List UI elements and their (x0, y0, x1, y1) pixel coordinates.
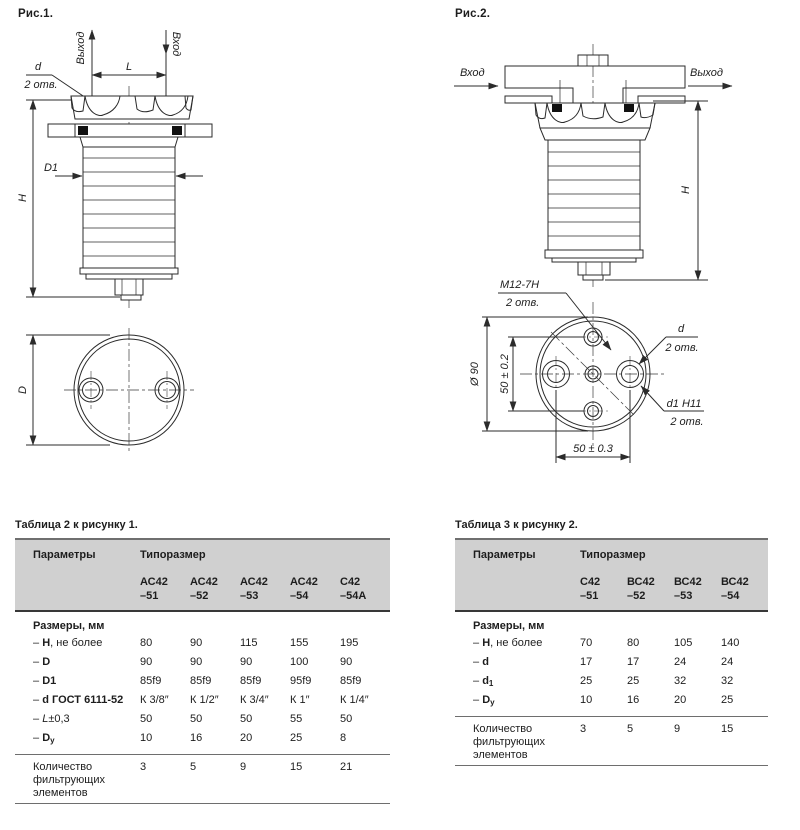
model-column: АС42 –53 (240, 576, 268, 602)
param-header: Параметры (473, 549, 536, 561)
table-2 (15, 519, 390, 804)
table-3-title: Таблица 3 к рисунку 2. (455, 519, 578, 531)
table-row: – $D_у$ 10 16 20 25 8 (33, 732, 347, 745)
table-row: – $D_у$ 10 16 20 25 (473, 694, 734, 707)
fig2-d-label: d (677, 323, 685, 335)
fig2-m12-label: M12-7H (500, 279, 540, 291)
fig2-inlet-label: Вход (460, 67, 485, 79)
model-column: АС42 –54 (290, 576, 318, 602)
table-2-body (15, 619, 390, 804)
table-row: – D 90 90 90 100 90 (33, 656, 353, 668)
fig2-H-label: H (680, 186, 692, 194)
quantity-label: Количество фильтрующих элементов (33, 761, 105, 799)
fig2-d1-label: d1 H11 (666, 398, 702, 410)
table-3-body (455, 619, 768, 766)
fig2-diameter-label: Ø 90 (469, 362, 481, 386)
model-column: АС42 –52 (190, 576, 218, 602)
model-column: С42 –54А (340, 576, 367, 602)
table-row: – d 17 17 24 24 (473, 656, 734, 668)
fig1-outlet-label: Выход (75, 31, 87, 65)
model-column: С42 –51 (580, 576, 601, 602)
quantity-row: Количество фильтрующих элементов 3 5 9 15 (455, 723, 768, 762)
figure-1-drawing (0, 0, 260, 505)
fig1-inlet-label: Вход (170, 31, 182, 57)
model-column: ВС42 –54 (721, 576, 749, 602)
fig1-bottom-view (26, 328, 194, 452)
section-header: Размеры, мм (33, 620, 105, 632)
table-row: – L±0,3 50 50 50 55 50 (33, 713, 353, 725)
table-row: – D1 85f9 85f9 85f9 95f9 85f9 (33, 675, 362, 687)
fig1-d-label: d (34, 61, 42, 73)
fig2-bottom-view (482, 293, 704, 463)
table-3 (455, 519, 768, 766)
table-2-header (15, 538, 390, 612)
fig2-side-view (454, 44, 732, 288)
table-row: – $d_1$ 25 25 32 32 (473, 675, 734, 688)
model-column: ВС42 –53 (674, 576, 702, 602)
table-row: – H, не более 70 80 105 140 (473, 637, 740, 649)
quantity-label: Количество фильтрующих элементов (473, 723, 545, 761)
param-header: Параметры (33, 549, 96, 561)
fig1-L-label: L (125, 61, 133, 73)
fig1-D-label: D (17, 386, 29, 394)
table-2-title: Таблица 2 к рисунку 1. (15, 519, 138, 531)
figure-2-drawing (440, 0, 770, 505)
fig2-horizontal-50-label: 50 ± 0.3 (573, 443, 613, 455)
fig1-d-qty-label: 2 отв. (24, 79, 58, 91)
fig1-D1-label: D1 (43, 162, 59, 174)
table-3-header (455, 538, 768, 612)
size-header: Типоразмер (140, 549, 206, 561)
table-divider (15, 754, 390, 755)
table-row: – H, не более 80 90 115 155 195 (33, 637, 359, 649)
section-header: Размеры, мм (473, 620, 545, 632)
model-column: АС42 –51 (140, 576, 168, 602)
fig2-m12-qty-label: 2 отв. (506, 297, 540, 309)
fig2-d1-qty-label: 2 отв. (670, 416, 704, 428)
size-header: Типоразмер (580, 549, 646, 561)
fig2-outlet-label: Выход (690, 67, 724, 79)
figure-1-title: Рис.1. (18, 8, 54, 20)
fig2-d-qty-label: 2 отв. (665, 342, 699, 354)
table-row: – d ГОСТ 6111-52 К 3/8″ К 1/2″ К 3/4″ К 1″ К 1/4″ (33, 694, 369, 706)
model-column: ВС42 –52 (627, 576, 655, 602)
fig1-H-label: H (17, 194, 29, 202)
quantity-row: Количество фильтрующих элементов 3 5 9 15 21 (15, 761, 390, 800)
figure-2-title: Рис.2. (455, 8, 491, 20)
table-divider (455, 716, 768, 717)
fig2-vertical-50-label: 50 ± 0.2 (499, 354, 511, 394)
